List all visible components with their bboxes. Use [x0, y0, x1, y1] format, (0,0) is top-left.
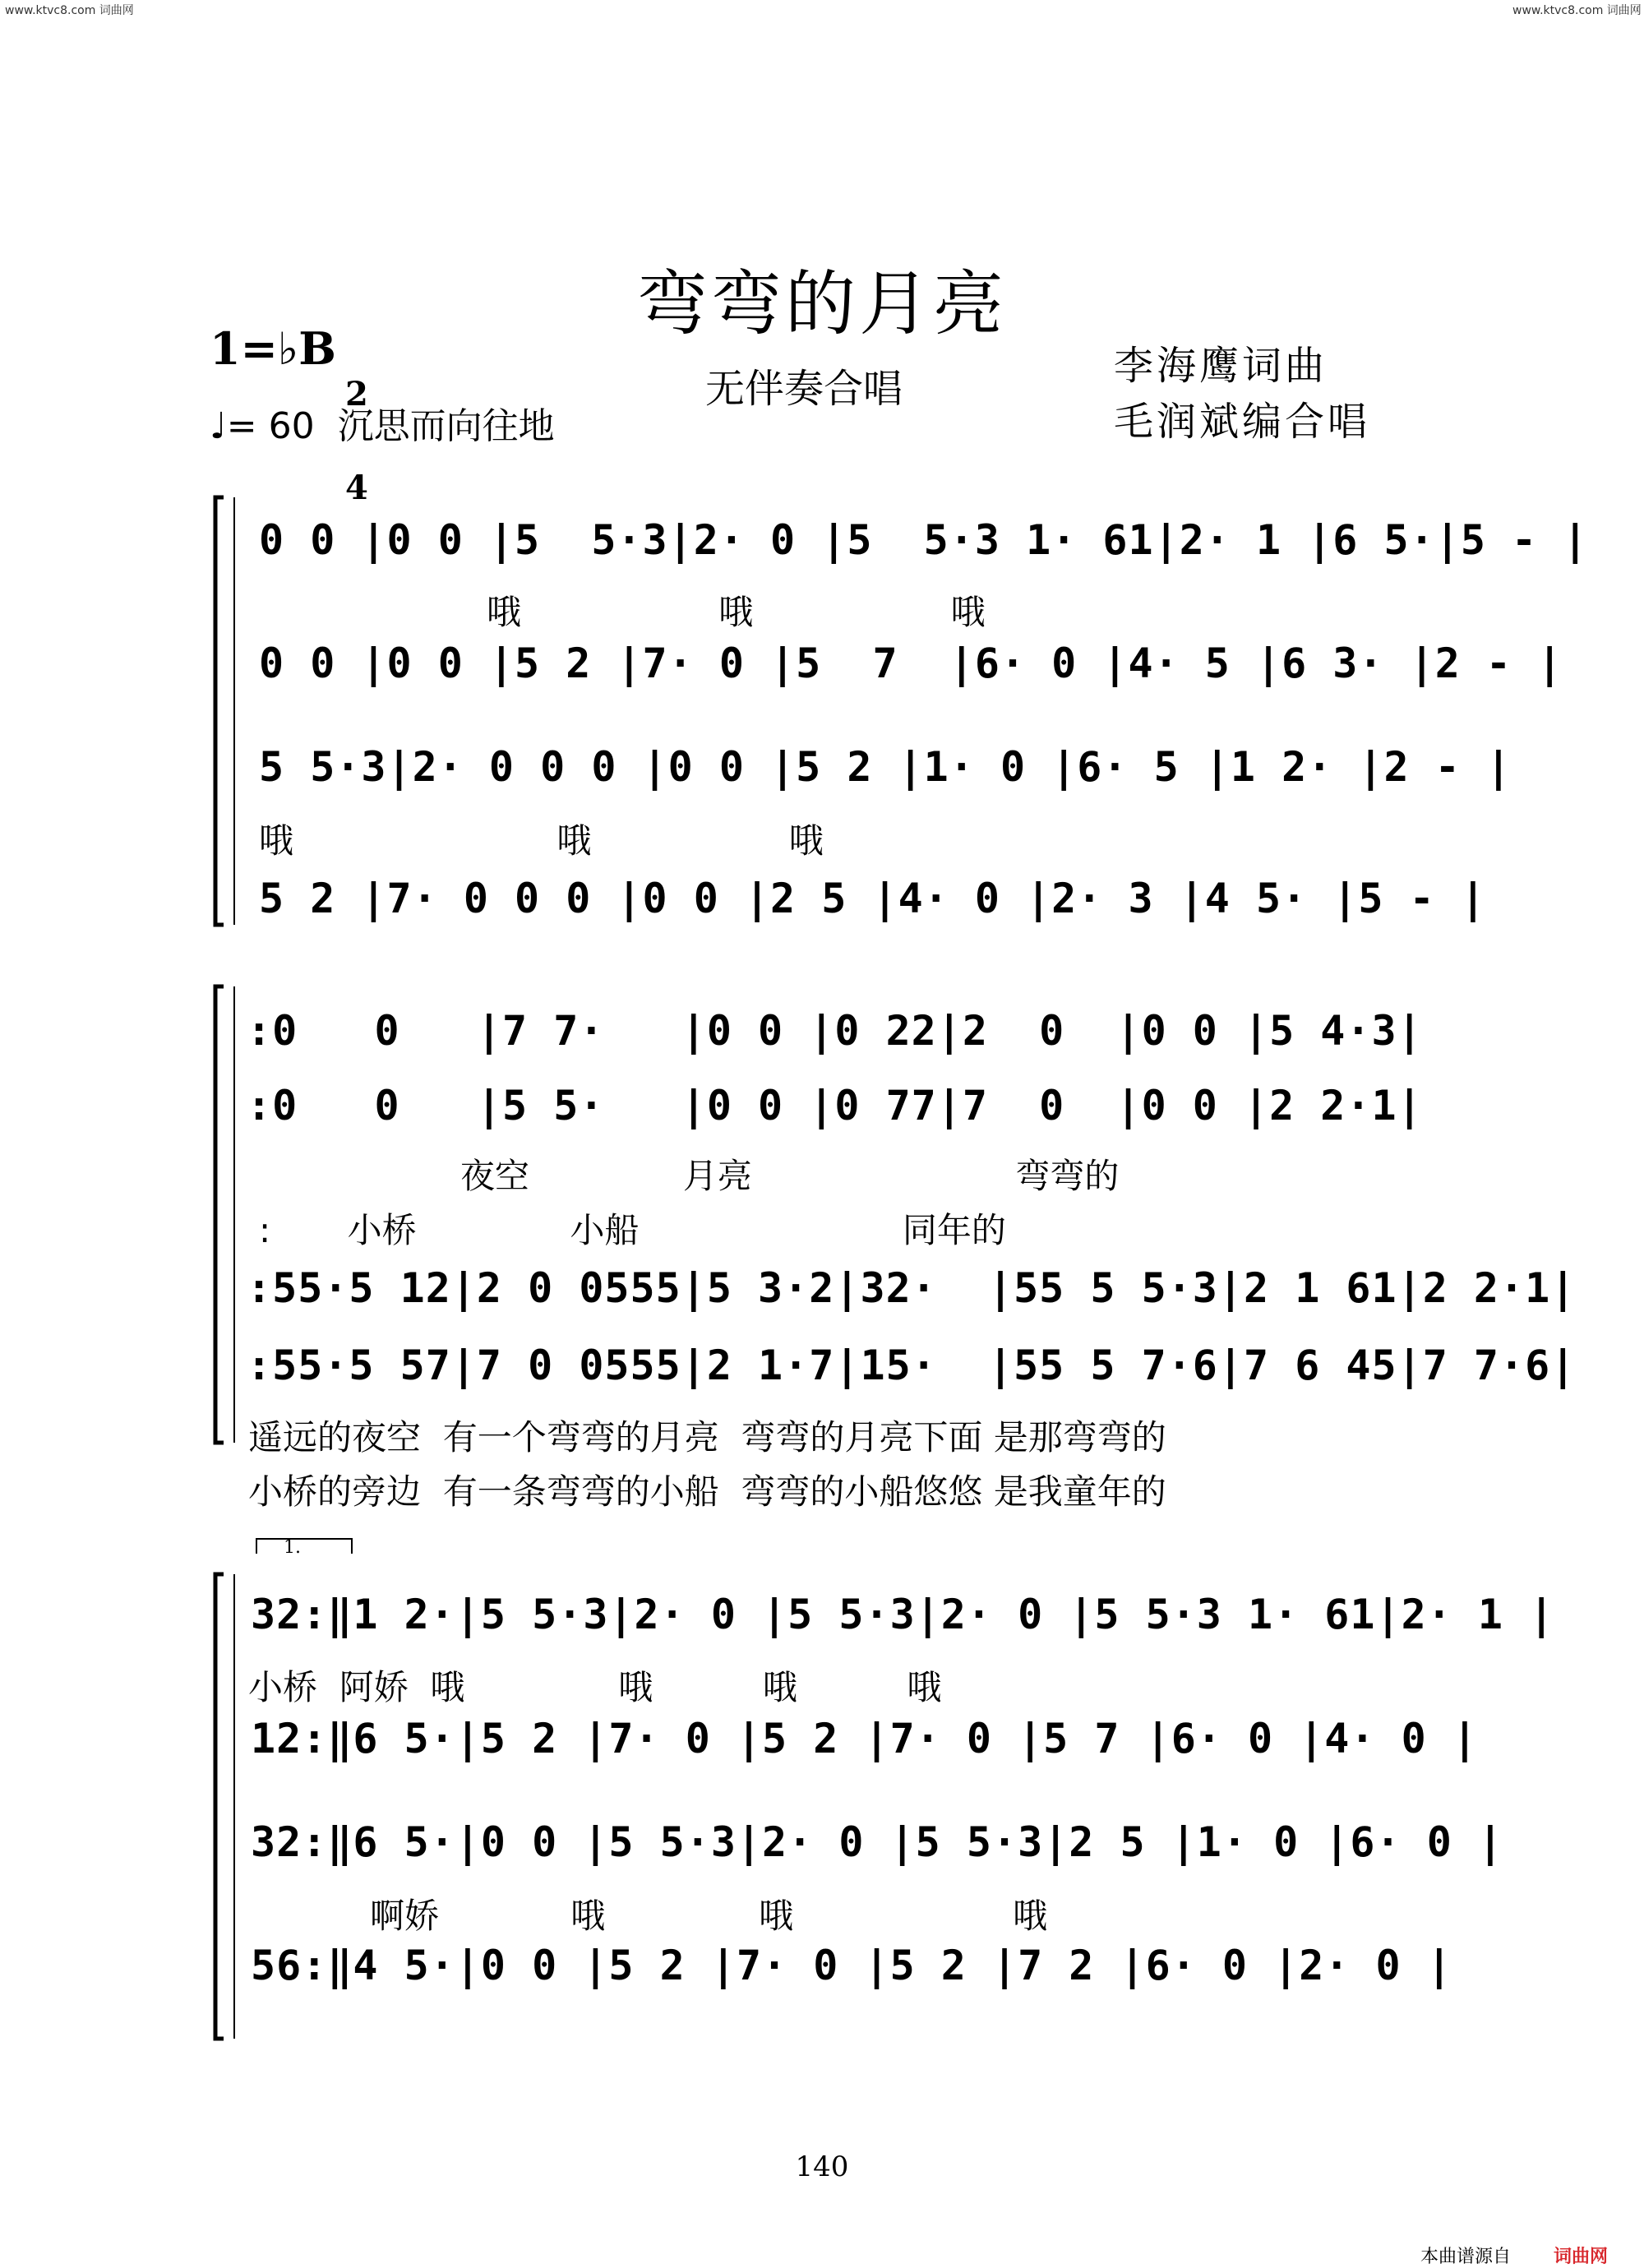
footer-brand [1554, 2243, 1608, 2268]
subtitle: 无伴奏合唱 [705, 366, 903, 412]
system3-lyric3: 啊娇 哦 哦 哦 [370, 1896, 1048, 1936]
page-number: 140 [795, 2150, 849, 2183]
tempo-marking: ♩= 60 沉思而向往地 [210, 405, 555, 447]
system2-lyric2: : 小桥 小船 同年的 [259, 1210, 1006, 1250]
key-signature: 1=♭B [210, 322, 336, 375]
system2-voice4: :55·5 57|7 0 0555|2 1·7|15· |55 5 7·6|7 6 45|7 7·6| [247, 1342, 1577, 1389]
system2-voice1: :0 0 |7 7· |0 0 |0 22|2 0 |0 0 |5 4·3| [247, 1007, 1423, 1055]
system2-voice2: :0 0 |5 5· |0 0 |0 77|7 0 |0 0 |2 2·1| [247, 1082, 1423, 1129]
system1-voice4: 5 2 |7· 0 0 0 |0 0 |2 5 |4· 0 |2· 3 |4 5· |5 - | [259, 875, 1486, 922]
footer-source: 本曲谱源自 [1420, 2247, 1512, 2267]
time-denominator: 4 [345, 469, 368, 507]
system2-lyric3: 遥远的夜空 有一个弯弯的月亮 弯弯的月亮下面 是那弯弯的 [248, 1417, 1166, 1457]
system2-lyric1: 夜空 月亮 弯弯的 [460, 1156, 1120, 1196]
watermark-left: www.ktvc8.com 词曲网 [5, 4, 134, 17]
system2-lyric4: 小桥的旁边 有一条弯弯的小船 弯弯的小船悠悠 是我童年的 [248, 1471, 1166, 1512]
system3-voice1: 32:‖1 2·|5 5·3|2· 0 |5 5·3|2· 0 |5 5·3 1· 61|2· 1 | [251, 1591, 1555, 1638]
volta-bracket-label: 1. [284, 1537, 301, 1558]
system1-voice2: 0 0 |0 0 |5 2 |7· 0 |5 7 |6· 0 |4· 5 |6 3· |2 - | [259, 640, 1563, 687]
footer-brand-text: 词曲网 [1554, 2247, 1609, 2267]
system3-voice3: 32:‖6 5·|0 0 |5 5·3|2· 0 |5 5·3|2 5 |1· 0 |6· 0 | [251, 1818, 1504, 1866]
system1-voice3: 5 5·3|2· 0 0 0 |0 0 |5 2 |1· 0 |6· 5 |1 2· |2 - | [259, 743, 1512, 791]
time-numerator: 2 [345, 375, 368, 413]
page-title: 弯弯的月亮 [637, 263, 1007, 345]
system2-voice3: :55·5 12|2 0 0555|5 3·2|32· |55 5 5·3|2 1 61|2 2·1| [247, 1264, 1577, 1312]
system3-lyric1: 小桥 阿娇 哦 哦 哦 哦 [248, 1667, 942, 1707]
arranger-credit: 毛润斌编合唱 [1114, 399, 1371, 445]
system1-lyric3: 哦 哦 哦 [259, 820, 824, 861]
system3-voice2: 12:‖6 5·|5 2 |7· 0 |5 2 |7· 0 |5 7 |6· 0 |4· 0 | [251, 1715, 1478, 1762]
composer-credit: 李海鹰词曲 [1114, 343, 1328, 389]
system3-voice4: 56:‖4 5·|0 0 |5 2 |7· 0 |5 2 |7 2 |6· 0 |2· 0 | [251, 1942, 1452, 1989]
system1-voice1: 0 0 |0 0 |5 5·3|2· 0 |5 5·3 1· 61|2· 1 |6 5·|5 - | [259, 516, 1589, 564]
watermark-right: www.ktvc8.com 词曲网 [1512, 4, 1642, 17]
system1-lyric1: 哦 哦 哦 [487, 592, 986, 632]
